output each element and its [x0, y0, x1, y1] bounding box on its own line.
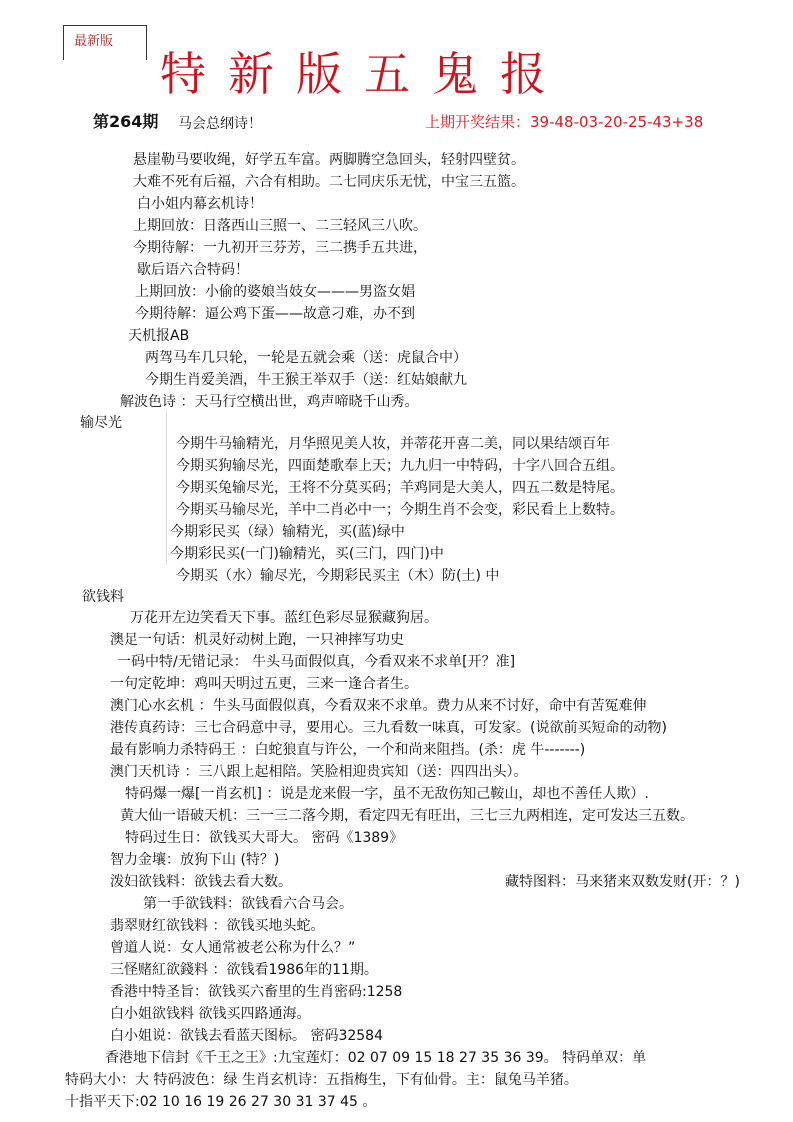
- text-line: 港传真药诗：三七合码意中寻，要用心。三九看数一味真，可发家。(说欲前买短命的动物): [110, 720, 667, 736]
- text-line: 悬崖勒马要收绳，好学五车富。两脚腾空急回头，轻射四壁贫。: [133, 152, 525, 168]
- edition-badge-label: 最新版: [74, 34, 114, 49]
- section-divider: [166, 410, 167, 565]
- page-title: 特新版五鬼报: [160, 47, 568, 101]
- text-line: 大难不死有后福，六合有相助。二七同庆乐无忧，中宝三五篮。: [133, 174, 525, 190]
- text-line: 今期买（水）输尽光，今期彩民买主（木）防(土) 中: [176, 568, 500, 584]
- text-line: 一码中特/无错记录： 牛头马面假似真，今看双来不求单[开？准]: [117, 654, 516, 670]
- text-line: 智力金壤：放狗下山 (特？): [110, 852, 280, 868]
- text-line: 香港中特圣旨：欲钱买六畜里的生肖密码:1258: [110, 984, 403, 1000]
- text-line: 黄大仙一语破天机：三一三二落今期，看定四无有旺出，三七三九两相连，定可发达三五数。: [120, 808, 694, 824]
- text-line: 特码过生日：欲钱买大哥大。 密码《1389》: [125, 830, 404, 846]
- text-line: 万花开左边笑看天下事。蓝红色彩尽显猴藏狗居。: [130, 610, 438, 626]
- text-line: 今期牛马输精光，月华照见美人妆，并蒂花开喜二美，同以果结颂百年: [176, 436, 610, 452]
- text-line: 天机报AB: [128, 328, 190, 344]
- text-line: 泼妇欲钱料：欲钱去看大数。: [110, 874, 292, 890]
- text-line: 最有影响力杀特码王 ：白蛇狼直与许公，一个和尚来阻挡。(杀：虎 牛-------): [110, 742, 586, 758]
- text-line: 澳门心水玄机 ：牛头马面假似真，今看双来不求单。费力从来不讨好，命中有苦冤难伸: [110, 698, 647, 714]
- text-line: 上期回放：日落西山三照一、二三轻风三八吹。: [133, 218, 427, 234]
- text-line: 藏特图料：马来猪来双数发财(开：？): [505, 874, 740, 890]
- issue-number: 第264期: [93, 112, 159, 131]
- last-result-label: 上期开奖结果：: [425, 113, 531, 131]
- text-line: 今期买狗输尽光，四面楚歌奉上天；九九归一中特码，十字八回合五组。: [176, 458, 624, 474]
- text-line: 今期彩民买(一门)输精光，买(三门，四门)中: [170, 546, 444, 562]
- text-line: 今期买马输尽光，羊中二肖必中一；今期生肖不会变，彩民看上上数特。: [176, 502, 624, 518]
- text-line: 香港地下信封《千王之王》:九宝莲灯：02 07 09 15 18 27 35 36 39。 特码单双：单: [105, 1050, 647, 1066]
- text-line: 翡翠财红欲钱料 ：欲钱买地头蛇。: [110, 918, 325, 934]
- text-line: 今期彩民买（绿）输精光，买(蓝)绿中: [170, 524, 405, 540]
- text-line: 三怪赌紅欲錢料 ：欲钱看1986年的11期。: [110, 962, 378, 978]
- text-line: 上期回放：小偷的婆娘当妓女———男盗女娼: [135, 284, 415, 300]
- text-line: 白小姐内幕玄机诗！: [137, 196, 263, 212]
- text-line: 澳门天机诗 ：三八跟上起相陪。笑脸相迎贵宾知（送：四四出头）。: [110, 764, 528, 780]
- text-line: 十指平天下:02 10 16 19 26 27 30 31 37 45 。: [65, 1094, 377, 1110]
- text-line: 特码大小：大 特码波色：绿 生肖玄机诗：五指梅生，下有仙骨。主：鼠兔马羊猪。: [65, 1072, 578, 1088]
- text-line: 输尽光: [80, 415, 122, 431]
- text-line: 特码爆一爆[一肖玄机] ：说是龙来假一字，虽不无敌伤知己鞍山，却也不善任人欺）.: [125, 786, 649, 802]
- last-result: [425, 113, 703, 131]
- text-line: 一句定乾坤：鸡叫天明过五更，三来一逢合者生。: [110, 676, 418, 692]
- text-line: 今期待解：逼公鸡下蛋——故意刁难，办不到: [135, 306, 415, 322]
- text-line: 解波色诗 ：天马行空横出世，鸡声啼晓千山秀。: [120, 394, 419, 410]
- text-line: 白小姐欲钱料 欲钱买四路通海。: [110, 1006, 311, 1022]
- text-line: 歇后语六合特码！: [137, 262, 249, 278]
- edition-badge: [63, 25, 147, 60]
- text-line: 曾道人说：女人通常被老公称为什么？”: [110, 940, 356, 956]
- text-line: 两驾马车几只轮，一轮是五就会乘（送：虎鼠合中）: [145, 350, 467, 366]
- last-result-numbers: 39-48-03-20-25-43+38: [530, 113, 704, 131]
- text-line: 第一手欲钱料：欲钱看六合马会。: [143, 896, 353, 912]
- text-line: 澳足一句话：机灵好动树上跑，一只神摔写功史: [110, 632, 404, 648]
- text-line: 今期买兔输尽光，王将不分莫买码；羊鸡同是大美人，四五二数是特尾。: [176, 480, 624, 496]
- text-line: 今期待解：一九初开三芬芳，三二携手五共进，: [133, 240, 427, 256]
- text-line: 白小姐说：欲钱去看蓝天图标。 密码32584: [110, 1028, 383, 1044]
- text-line: 今期生肖爱美酒，牛王猴王举双手（送：红姑娘献九: [145, 372, 467, 388]
- issue-subtitle: 马会总纲诗！: [178, 116, 262, 132]
- text-line: 欲钱料: [82, 589, 124, 605]
